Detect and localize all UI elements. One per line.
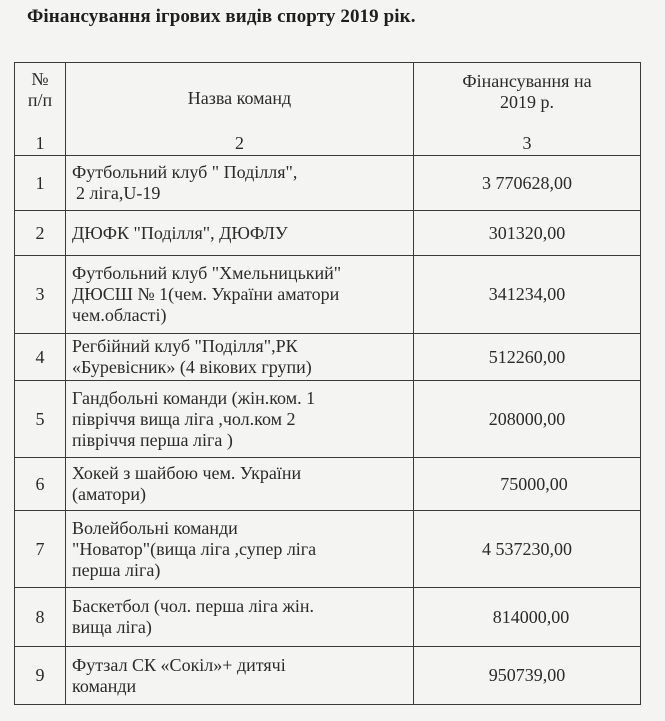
team-name-line: чем.області) bbox=[72, 305, 167, 325]
row-number: 4 bbox=[15, 334, 66, 381]
funding-amount: 814000,00 bbox=[414, 588, 641, 647]
table-row bbox=[15, 588, 641, 647]
header-number-symbol: № bbox=[31, 69, 49, 89]
column-number-2: 2 bbox=[66, 133, 414, 156]
row-number: 9 bbox=[15, 647, 66, 705]
header-number bbox=[15, 63, 66, 134]
row-number: 1 bbox=[15, 156, 66, 211]
row-number: 3 bbox=[15, 256, 66, 334]
team-name bbox=[66, 211, 414, 256]
team-name bbox=[66, 511, 414, 588]
team-name-line: Регбійний клуб "Поділля",РК bbox=[72, 336, 298, 356]
team-name bbox=[66, 156, 414, 211]
funding-amount: 3 770628,00 bbox=[414, 156, 641, 211]
column-number-3: 3 bbox=[414, 133, 641, 156]
table-header-row bbox=[15, 63, 641, 134]
funding-amount: 208000,00 bbox=[414, 381, 641, 458]
team-name-line: вища ліга) bbox=[72, 617, 152, 637]
team-name-line: Волейбольні команди bbox=[72, 517, 238, 538]
table-row bbox=[15, 647, 641, 705]
header-number-label: п/п bbox=[27, 90, 53, 110]
header-team-name: Назва команд bbox=[66, 63, 414, 134]
team-name-line: Футбольний клуб "Хмельницький" bbox=[72, 263, 342, 283]
team-name-line: 2 ліга,U-19 bbox=[76, 183, 161, 203]
table-row bbox=[15, 458, 641, 511]
team-name-line: перша ліга) bbox=[72, 559, 161, 580]
team-name-line: Футбольний клуб " Поділля", bbox=[72, 162, 298, 182]
team-name-line: півріччя вища ліга ,чол.ком 2 bbox=[72, 408, 296, 429]
team-name-line: Баскетбол (чол. перша ліга жін. bbox=[72, 596, 315, 616]
document-title: Фінансування ігрових видів спорту 2019 рік. bbox=[27, 6, 416, 27]
team-name bbox=[66, 647, 414, 705]
table-row bbox=[15, 256, 641, 334]
team-name-line: півріччя перша ліга ) bbox=[72, 429, 233, 450]
header-funding-line2: 2019 р. bbox=[500, 92, 554, 112]
team-name-line: (аматори) bbox=[72, 484, 147, 504]
funding-amount: 512260,00 bbox=[414, 334, 641, 381]
funding-amount: 950739,00 bbox=[414, 647, 641, 705]
team-name bbox=[66, 334, 414, 381]
row-number: 2 bbox=[15, 211, 66, 256]
table-row bbox=[15, 381, 641, 458]
team-name bbox=[66, 458, 414, 511]
row-number: 7 bbox=[15, 511, 66, 588]
team-name-line: команди bbox=[72, 675, 137, 696]
team-name bbox=[66, 256, 414, 334]
team-name-line: Футзал СК «Сокіл»+ дитячі bbox=[72, 654, 286, 675]
table-row bbox=[15, 334, 641, 381]
funding-amount: 301320,00 bbox=[414, 211, 641, 256]
table-row bbox=[15, 156, 641, 211]
team-name-line: ДЮСШ № 1(чем. України аматори bbox=[72, 284, 340, 304]
team-name-line: Гандбольні команди (жін.ком. 1 bbox=[72, 387, 316, 408]
team-name-line: "Новатор"(вища ліга ,супер ліга bbox=[72, 538, 317, 559]
funding-table bbox=[14, 62, 641, 705]
funding-amount: 75000,00 bbox=[414, 458, 641, 511]
column-number-1: 1 bbox=[15, 133, 66, 156]
team-name-line: Хокей з шайбою чем. України bbox=[72, 463, 302, 483]
column-number-row bbox=[15, 133, 641, 156]
team-name bbox=[66, 381, 414, 458]
row-number: 5 bbox=[15, 381, 66, 458]
row-number: 6 bbox=[15, 458, 66, 511]
table-row bbox=[15, 211, 641, 256]
row-number: 8 bbox=[15, 588, 66, 647]
funding-amount: 341234,00 bbox=[414, 256, 641, 334]
header-funding bbox=[414, 63, 641, 134]
team-name bbox=[66, 588, 414, 647]
table-row bbox=[15, 511, 641, 588]
header-funding-line1: Фінансування на bbox=[462, 71, 592, 91]
team-name-line: ДЮФК "Поділля", ДЮФЛУ bbox=[72, 222, 288, 243]
team-name-line: «Буревісник» (4 вікових групи) bbox=[72, 357, 312, 377]
funding-amount: 4 537230,00 bbox=[414, 511, 641, 588]
